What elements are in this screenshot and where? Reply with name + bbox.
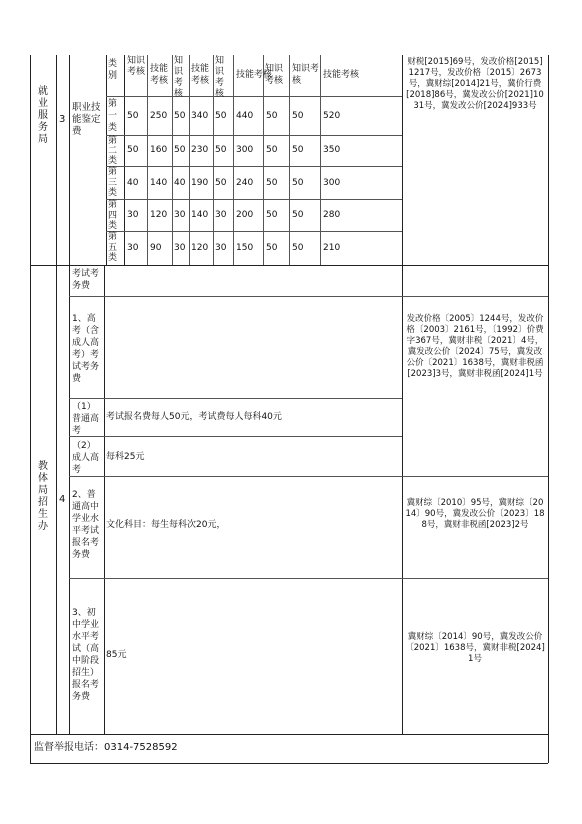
fee-cell: 340 [191, 111, 209, 121]
item-gaokao-fee: 1、高考（含成人高考）考试考务费 [72, 314, 100, 384]
fee-cell: 50 [174, 145, 186, 155]
fee-cell: 120 [150, 210, 168, 220]
category-1: 第一类 [108, 99, 118, 133]
fee-cell: 50 [266, 243, 278, 253]
fee-cell: 30 [174, 243, 186, 253]
item-regular-gaokao: （1）普通高考 [72, 402, 100, 436]
fee-cell: 50 [127, 145, 139, 155]
fee-cell: 30 [127, 210, 139, 220]
fee-cell: 40 [127, 178, 139, 188]
fee-cell: 50 [292, 210, 304, 220]
fee-cell: 50 [292, 111, 304, 121]
standard-regular-gaokao: 考试报名费每人50元，考试费每人每科40元 [106, 412, 282, 422]
standard-xuekao: 文化科目：每生每科次20元， [106, 520, 226, 530]
dept-education: 教体局招生办 [38, 461, 48, 532]
category-2: 第二类 [108, 136, 118, 166]
fee-cell: 30 [215, 243, 227, 253]
item-exam-fee: 考试考务费 [72, 269, 100, 291]
fee-cell: 140 [150, 178, 168, 188]
row-number-3: 3 [59, 114, 66, 125]
header-skill-1: 技能考核 [150, 64, 169, 86]
item-zhongkao-fee: 3、初中学业水平考试（高中阶段招生）报名考务费 [72, 608, 100, 702]
fee-cell: 50 [215, 111, 227, 121]
standard-adult-gaokao: 每科25元 [106, 452, 145, 462]
header-knowledge-4: 知识考核 [265, 64, 284, 86]
header-skill-2: 技能考核 [191, 64, 210, 86]
fee-cell: 140 [191, 210, 209, 220]
fee-cell: 520 [323, 111, 341, 121]
fee-cell: 50 [266, 145, 278, 155]
fee-cell: 240 [236, 178, 254, 188]
fee-cell: 120 [191, 243, 209, 253]
fee-cell: 190 [191, 178, 209, 188]
fee-cell: 30 [215, 210, 227, 220]
header-knowledge-1: 知识考核 [127, 56, 146, 77]
basis-zhongkao: 冀财综〔2014〕90号，冀发改公价〔2021〕1638号，冀财非税[2024]1号 [405, 632, 545, 664]
fee-cell: 50 [292, 145, 304, 155]
category-4: 第四类 [108, 200, 118, 231]
fee-cell: 150 [236, 243, 254, 253]
header-skill-4: 技能考核 [323, 70, 360, 80]
fee-cell: 440 [236, 111, 254, 121]
standard-zhongkao: 85元 [106, 650, 127, 660]
fee-cell: 350 [323, 145, 341, 155]
fee-cell: 90 [150, 243, 162, 253]
basis-employment: 财税[2015]69号，发改价格[2015]1217号，发改价格〔2015〕2673号，冀财综[2014]21号，冀价行费[2018]86号，冀发改公价[2021]1031号，冀发改公价[2024]933号 [406, 57, 544, 111]
header-knowledge-2: 知识考核 [174, 56, 184, 99]
fee-cell: 160 [150, 145, 168, 155]
fee-cell: 50 [292, 178, 304, 188]
fee-cell: 230 [191, 145, 209, 155]
fee-cell: 30 [127, 243, 139, 253]
item-xuekao-fee: 2、普通高中学业水平考试报名考务费 [72, 490, 100, 560]
row-number-4: 4 [59, 494, 66, 505]
basis-xuekao: 冀财综〔2010〕95号，冀财综〔2014〕90号，冀发改公价〔2023〕188号，冀财非税函[2023]2号 [405, 498, 545, 530]
item-vocational-appraisal-fee: 职业技能鉴定费 [72, 102, 101, 137]
fee-cell: 300 [323, 178, 341, 188]
supervision-hotline: 监督举报电话：0314-7528592 [34, 742, 178, 753]
fee-cell: 280 [323, 210, 341, 220]
category-5: 第五类 [108, 232, 118, 263]
fee-cell: 300 [236, 145, 254, 155]
header-skill-3: 技能考核 [236, 70, 273, 80]
fee-cell: 50 [215, 145, 227, 155]
fee-cell: 50 [174, 111, 186, 121]
fee-cell: 250 [150, 111, 168, 121]
header-knowledge-5: 知识考核 [292, 64, 320, 86]
fee-cell: 200 [236, 210, 254, 220]
fee-cell: 50 [215, 178, 227, 188]
category-label: 类别 [108, 59, 118, 81]
fee-cell: 50 [266, 111, 278, 121]
fee-cell: 50 [292, 243, 304, 253]
dept-employment: 就业服务局 [38, 86, 48, 145]
fee-cell: 210 [323, 243, 341, 253]
header-knowledge-3: 知识考核 [215, 56, 225, 99]
fee-cell: 50 [127, 111, 139, 121]
category-3: 第三类 [108, 167, 118, 198]
fee-cell: 50 [266, 178, 278, 188]
item-adult-gaokao: （2）成人高考 [72, 441, 100, 475]
basis-gaokao: 发改价格〔2005〕1244号，发改价格〔2003〕2161号，〔1992〕价费字367号，冀财非税〔2021〕4号，冀发改公价〔2024〕75号，冀发改公价〔2021〕1638号，冀财非税函[2023]3号，冀财非税函[2024]1号 [406, 314, 544, 379]
fee-cell: 30 [174, 210, 186, 220]
fee-cell: 40 [174, 178, 186, 188]
fee-cell: 50 [266, 210, 278, 220]
